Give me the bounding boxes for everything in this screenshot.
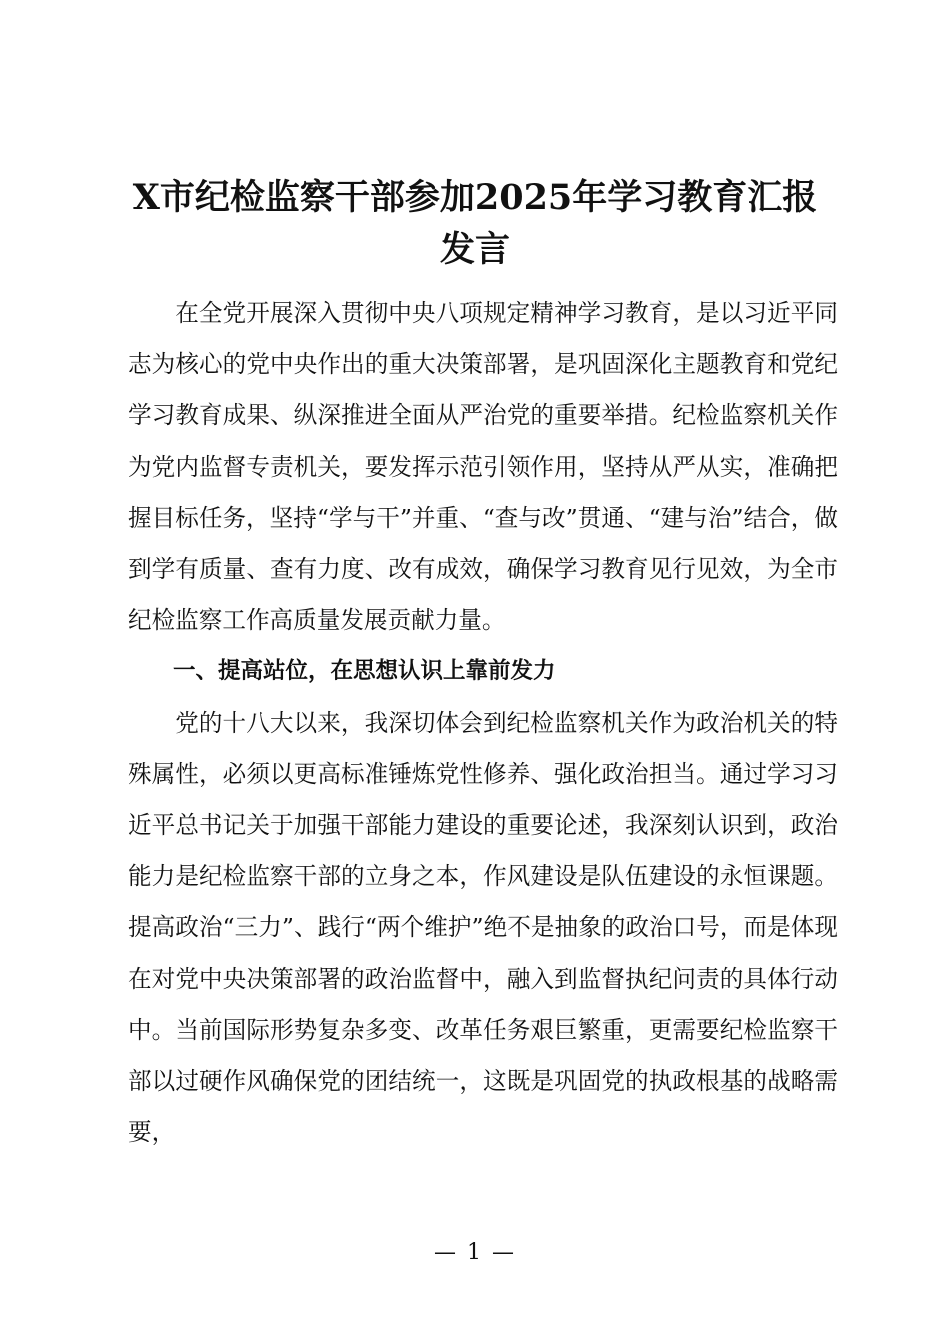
document-title: X市纪检监察干部参加2025年学习教育汇报发言 — [132, 177, 818, 270]
document-body — [128, 288, 838, 1158]
section-paragraph: 党的十八大以来，我深切体会到纪检监察机关作为政治机关的特殊属性，必须以更高标准锤炼党性修养、强化政治担当。通过学习习近平总书记关于加强干部能力建设的重要论述，我深刻认识到，政治能力是纪检监察干部的立身之本，作风建设是队伍建设的永恒课题。提高政治“三力”、践行“两个维护”绝不是抽象的政治口号，而是体现在对党中央决策部署的政治监督中，融入到监督执纪问责的具体行动中。当前国际形势复杂多变、改革任务艰巨繁重，更需要纪检监察干部以过硬作风确保党的团结统一，这既是巩固党的执政根基的战略需要， — [128, 708, 838, 1147]
intro-paragraph: 在全党开展深入贯彻中央八项规定精神学习教育，是以习近平同志为核心的党中央作出的重大决策部署，是巩固深化主题教育和党纪学习教育成果、纵深推进全面从严治党的重要举措。纪检监察机关作为党内监督专责机关，要发挥示范引领作用，坚持从严从实，准确把握目标任务，坚持“学与干”并重、“查与改”贯通、“建与治”结合，做到学有质量、查有力度、改有成效，确保学习教育见行见效，为全市纪检监察工作高质量发展贡献力量。 — [128, 299, 838, 635]
page-number: — 1 — — [434, 1240, 516, 1265]
section-heading: 一、提高站位，在思想认识上靠前发力 — [173, 658, 556, 685]
